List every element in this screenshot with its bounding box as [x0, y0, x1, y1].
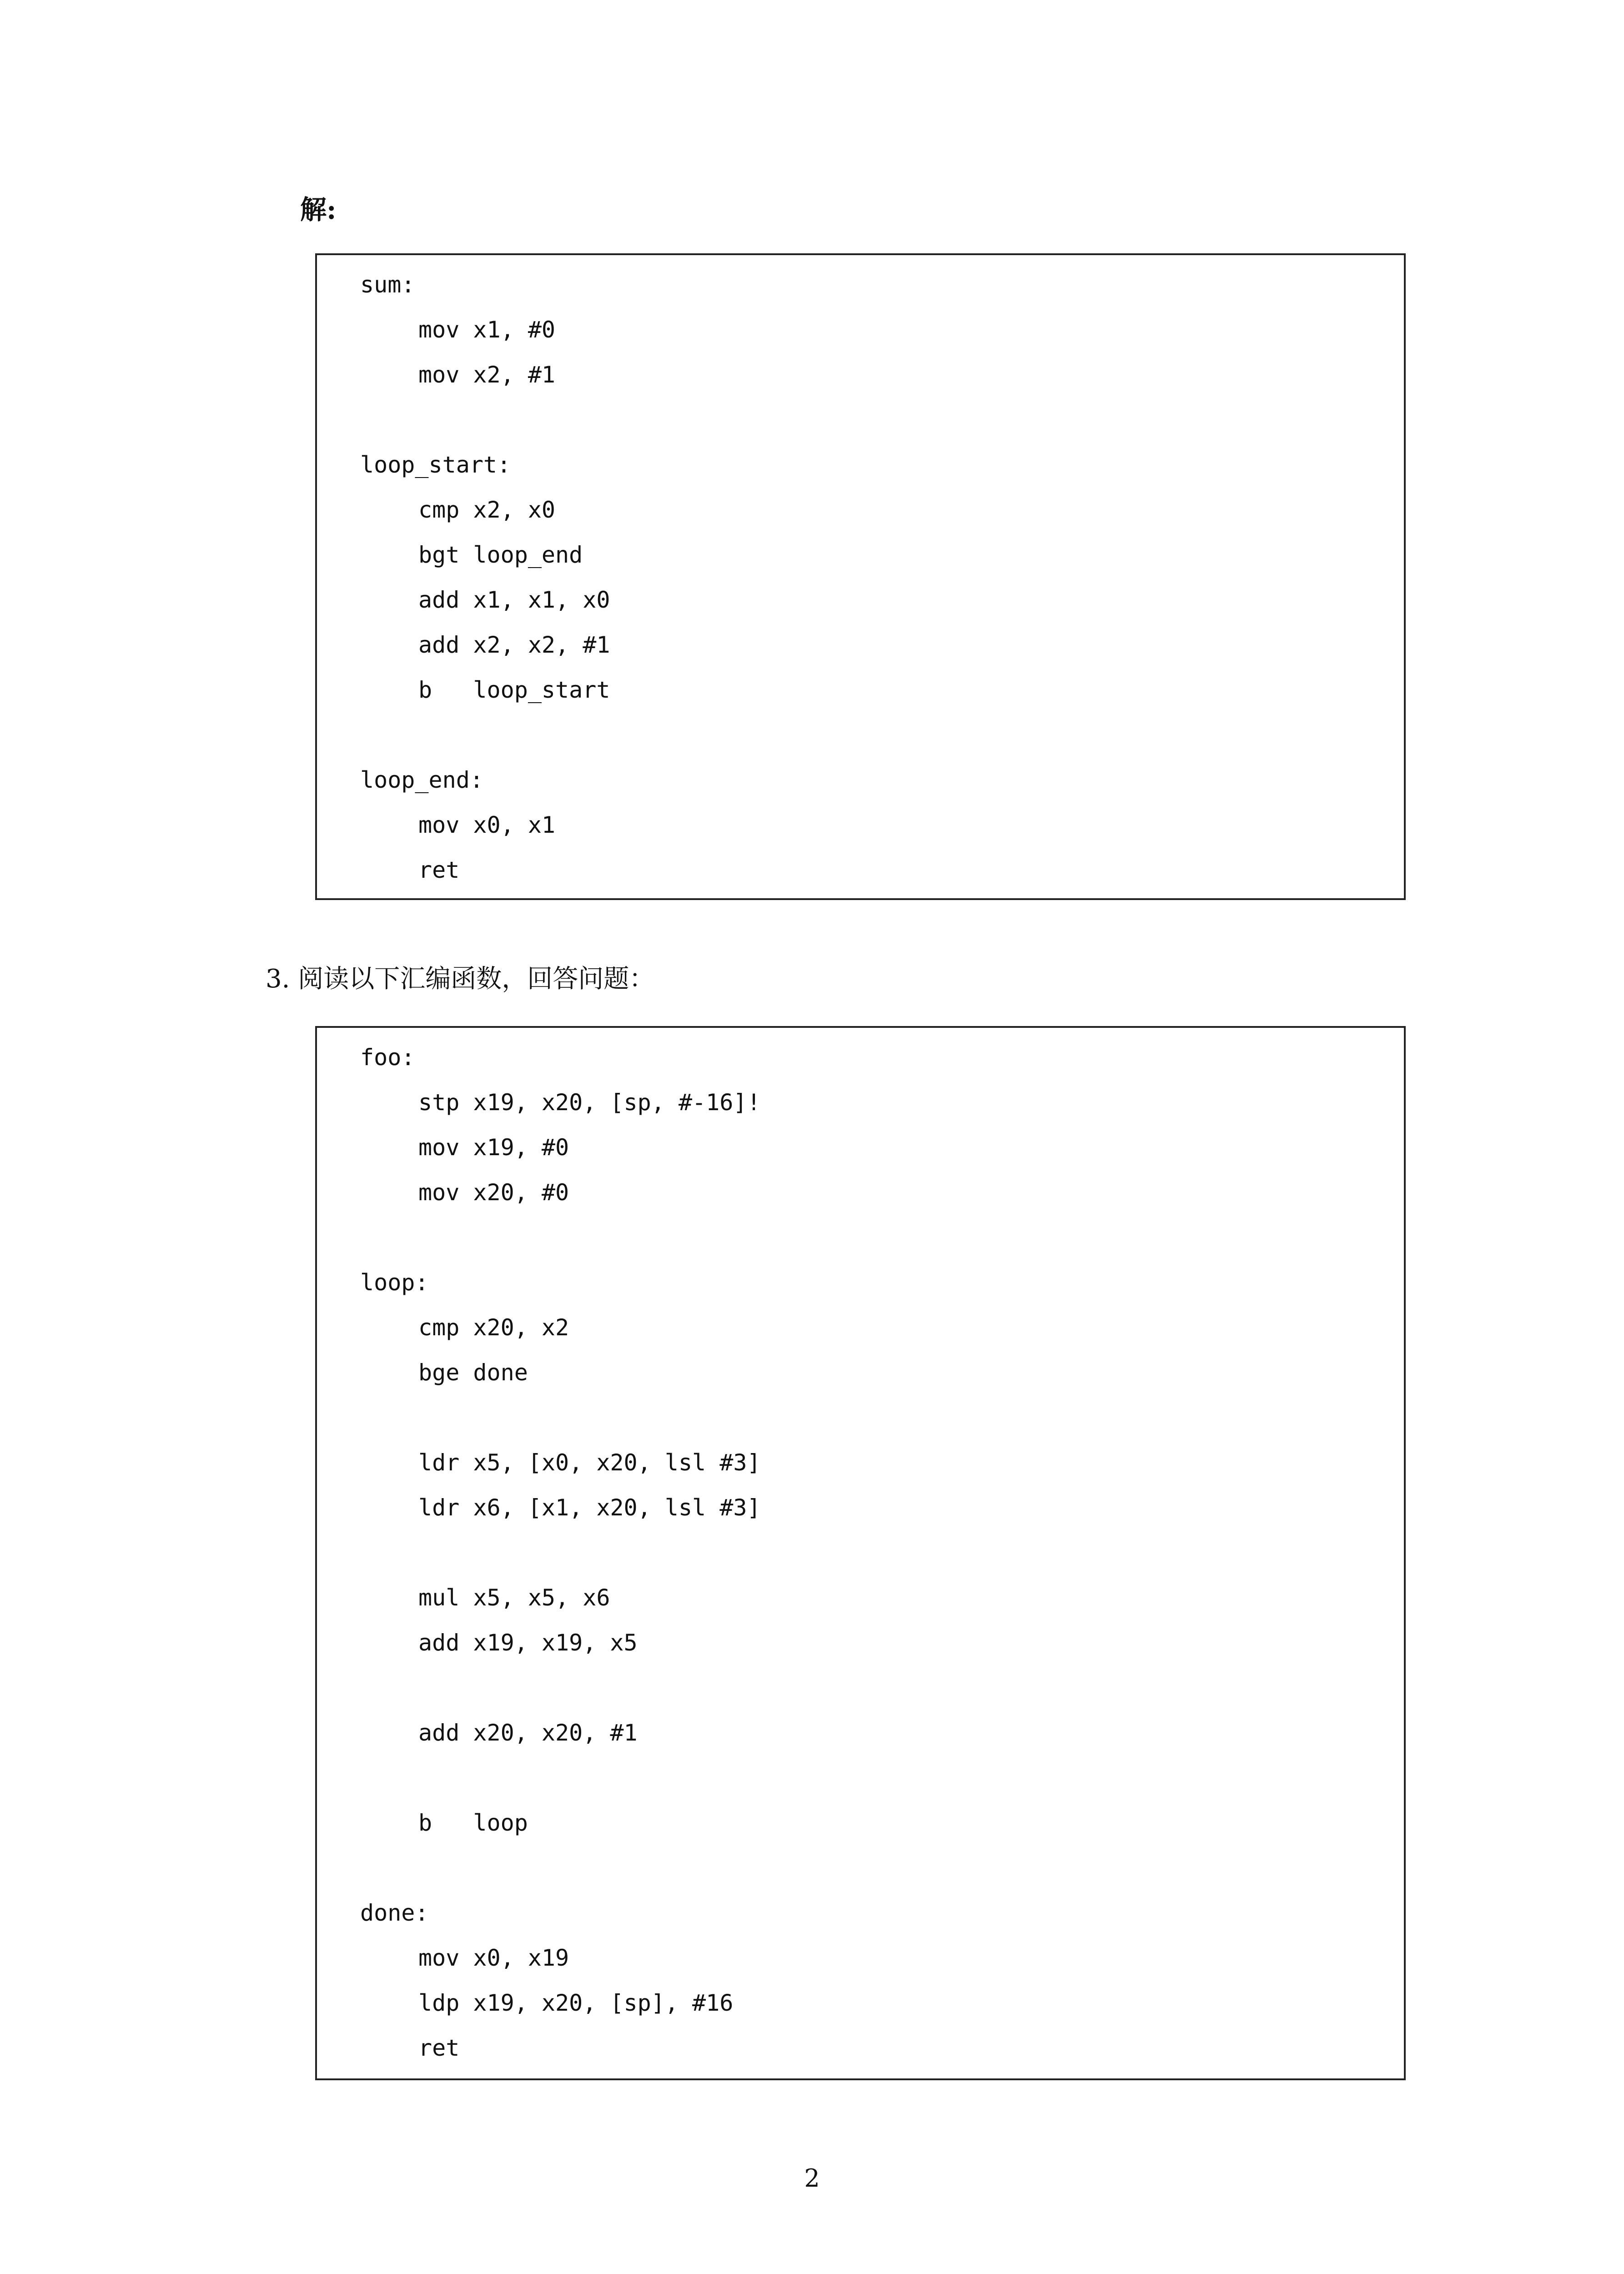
code-line: bgt loop_end	[418, 542, 583, 568]
code-line: add x1, x1, x0	[418, 587, 610, 613]
code-line: cmp x20, x2	[418, 1314, 569, 1341]
code-line: ldr x5, [x0, x20, lsl #3]	[418, 1449, 761, 1476]
code-line: bge done	[418, 1359, 528, 1386]
code-label: loop_end:	[360, 767, 483, 793]
solution-code-block	[315, 253, 1406, 900]
code-line: mov x19, #0	[418, 1134, 569, 1161]
code-label: loop:	[360, 1269, 429, 1296]
code-line: mov x1, #0	[418, 317, 556, 343]
code-line: add x20, x20, #1	[418, 1720, 638, 1746]
code-line: ret	[418, 857, 460, 883]
code-line: ldp x19, x20, [sp], #16	[418, 1990, 734, 2016]
question-text: 阅读以下汇编函数，回答问题：	[298, 964, 655, 994]
code-label: done:	[360, 1900, 429, 1926]
code-line: mul x5, x5, x6	[418, 1585, 610, 1611]
code-line: ret	[418, 2035, 460, 2061]
code-line: mov x0, x1	[418, 812, 556, 838]
question-3	[266, 966, 654, 992]
code-line: cmp x2, x0	[418, 497, 556, 523]
code-label: loop_start:	[360, 452, 511, 478]
code-line: add x19, x19, x5	[418, 1630, 638, 1656]
answer-heading: 解:	[300, 194, 337, 225]
code-line: mov x2, #1	[418, 362, 556, 388]
code-line: mov x20, #0	[418, 1179, 569, 1206]
code-line: add x2, x2, #1	[418, 632, 610, 658]
code-line: ldr x6, [x1, x20, lsl #3]	[418, 1494, 761, 1521]
code-line: b loop_start	[418, 677, 610, 703]
code-label: foo:	[360, 1044, 415, 1071]
code-label: sum:	[360, 272, 415, 298]
question-code-block	[315, 1026, 1406, 2080]
code-line: b loop	[418, 1810, 528, 1836]
page-number: 2	[804, 2164, 820, 2193]
question-number: 3.	[266, 964, 290, 994]
code-line: mov x0, x19	[418, 1945, 569, 1971]
code-line: stp x19, x20, [sp, #-16]!	[418, 1089, 761, 1116]
